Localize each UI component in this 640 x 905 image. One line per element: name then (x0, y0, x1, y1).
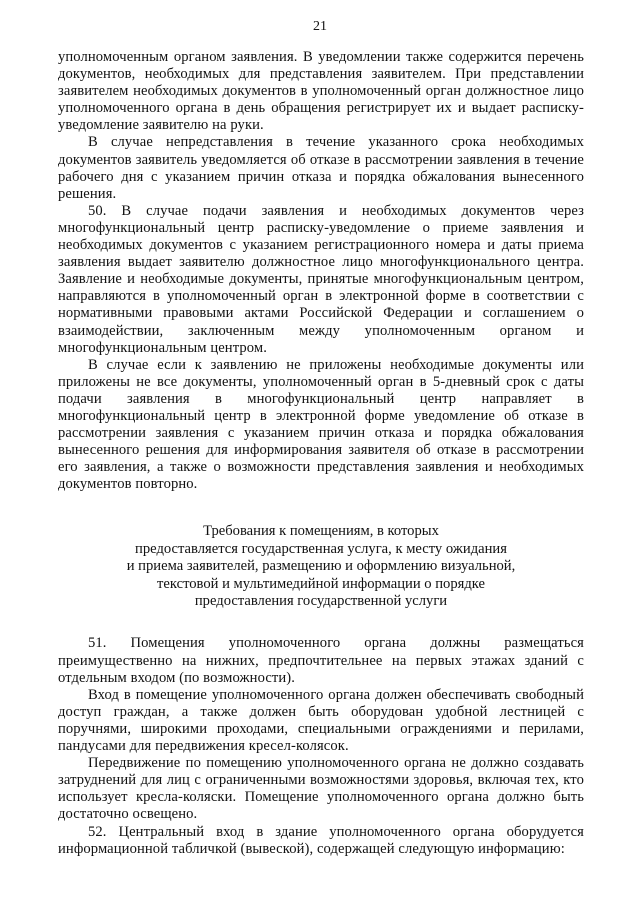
heading-line: и приема заявителей, размещению и оформлению визуальной, (126, 558, 516, 575)
paragraph-non-submission: В случае непредставления в течение указанного срока необходимых документов заявитель уведомляется об отказе в рассмотрении заявления в течение рабочего дня с указанием причин отказа и порядка обжалования вынесенного решения. (58, 134, 584, 202)
heading-line: текстовой и мультимедийной информации о порядке (157, 575, 485, 592)
paragraph-continuation: уполномоченным органом заявления. В уведомлении также содержится перечень документов, необходимых для представления заявителем. При представлении заявителем необходимых документов в уполномоченный орган должностное лицо уполномоченного органа в день обращения регистрирует их и выдает расписку-уведомление заявителю на руки. (58, 49, 584, 134)
heading-line: предоставления государственной услуги (194, 593, 448, 610)
heading-line: Требования к помещениям, в которых (203, 523, 439, 540)
paragraph-movement: Передвижение по помещению уполномоченного органа не должно создавать затруднений для лиц с ограниченными возможностями здоровья, включая тех, кто использует кресла-коляски. Помещение уполномоченного органа должно быть достаточно освещено. (58, 755, 584, 823)
paragraph-missing-documents: В случае если к заявлению не приложены необходимые документы или приложены не все документы, уполномоченный орган в 5-дневный срок с даты подачи заявления в многофункциональный центр направляет в многофункциональный центр в электронной форме уведомление об отказе в рассмотрении заявления с указанием причин отказа и порядка обжалования вынесенного решения для информирования заявителя об отказе в рассмотрении его заявления, а также о возможности представления заявления и необходимых документов повторно. (58, 356, 584, 493)
document-body (58, 49, 584, 858)
paragraph-entrance: Вход в помещение уполномоченного органа должен обеспечивать свободный доступ граждан, а также должен быть оборудован удобной лестницей с поручнями, широкими проходами, специальными ограждениями и перилами, пандусами для передвижения кресел-колясок. (58, 686, 584, 755)
page-number: 21 (313, 19, 327, 34)
paragraph-52: 52. Центральный вход в здание уполномоченного органа оборудуется информационной табличкой (вывеской), содержащей следующую информацию: (58, 823, 584, 857)
section-heading (58, 523, 584, 610)
paragraph-50: 50. В случае подачи заявления и необходимых документов через многофункциональный центр расписку-уведомление о приеме заявления и необходимых документов с указанием регистрационного номера и даты приема заявления выдает заявителю должностное лицо многофункционального центра. Заявление и необходимые документы, принятые многофункциональным центром, направляются в уполномоченный орган в электронной форме в соответствии с нормативными правовыми актами Российской Федерации и соглашением о взаимодействии, заключенным между уполномоченным органом и многофункциональным центром. (58, 202, 584, 356)
heading-line: предоставляется государственная услуга, к месту ожидания (135, 540, 507, 557)
paragraph-51: 51. Помещения уполномоченного органа должны размещаться преимущественно на нижних, предпочтительнее на первых этажах зданий с отдельным входом (по возможности). (58, 635, 584, 686)
